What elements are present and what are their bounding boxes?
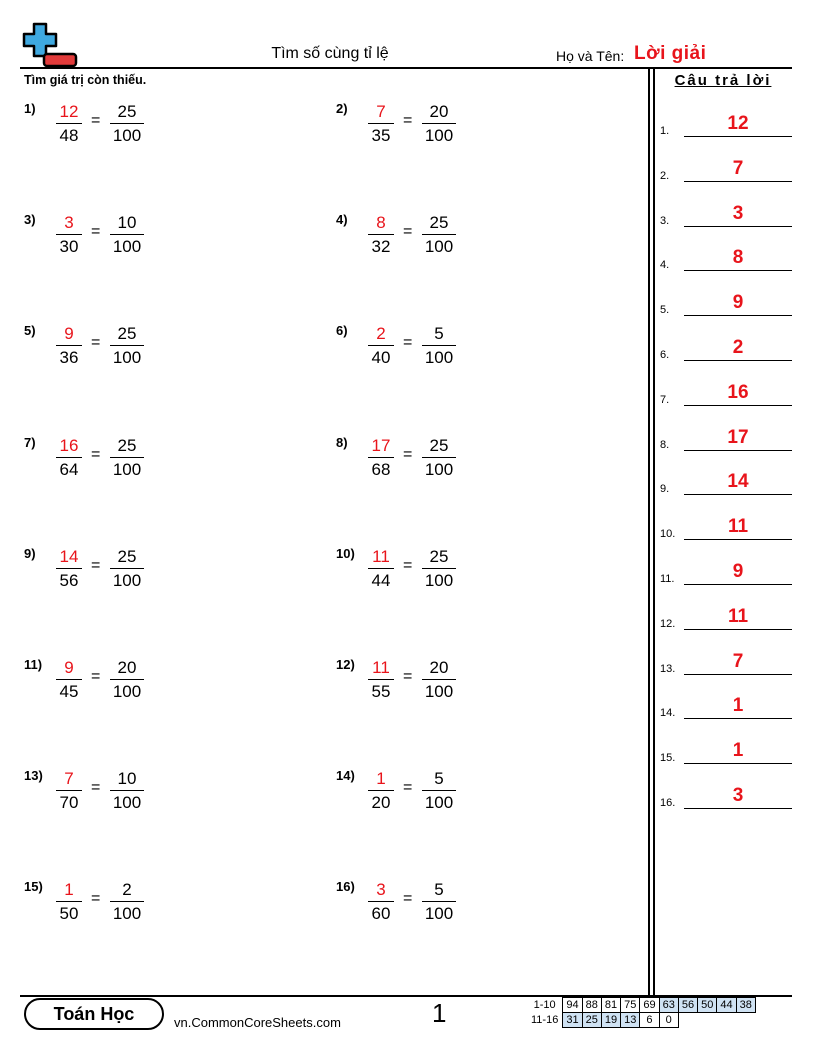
fraction-bar xyxy=(110,234,144,235)
brand-badge: Toán Học xyxy=(24,998,164,1030)
answer-column-divider-inner xyxy=(653,67,655,997)
answer-row xyxy=(660,467,792,497)
problem-14 xyxy=(336,768,476,828)
score-cell: 44 xyxy=(717,998,736,1013)
problem-13 xyxy=(24,768,164,828)
answer-row xyxy=(660,199,792,229)
denominator: 56 xyxy=(59,570,79,590)
answer-line xyxy=(684,136,792,137)
header-divider xyxy=(20,67,792,69)
answer-number: 8. xyxy=(660,438,670,451)
answer-numerator: 7 xyxy=(376,102,386,121)
numerator: 2 xyxy=(122,880,132,900)
answer-value: 9 xyxy=(732,561,744,582)
given-fraction xyxy=(110,101,144,146)
answer-numerator: 3 xyxy=(376,880,386,900)
given-fraction xyxy=(422,101,456,146)
denominator: 100 xyxy=(424,904,454,924)
equals-sign: = xyxy=(403,556,413,574)
given-fraction xyxy=(422,768,456,813)
answer-number: 3. xyxy=(660,214,670,227)
denominator: 68 xyxy=(371,459,391,479)
answer-line xyxy=(684,718,792,719)
answer-row xyxy=(660,333,792,363)
fraction-bar xyxy=(368,123,394,124)
denominator: 60 xyxy=(371,904,391,924)
given-fraction xyxy=(110,212,144,257)
score-cell: 69 xyxy=(640,998,659,1013)
problem-number: 13) xyxy=(24,768,43,784)
numerator: 25 xyxy=(429,546,449,566)
equals-sign: = xyxy=(91,445,101,463)
problem-11 xyxy=(24,657,164,717)
denominator: 100 xyxy=(424,570,454,590)
answer-line xyxy=(684,808,792,809)
numerator: 25 xyxy=(117,324,137,344)
numerator: 25 xyxy=(429,435,449,455)
answer-number: 15. xyxy=(660,752,676,765)
equals-sign: = xyxy=(403,668,413,685)
denominator: 100 xyxy=(424,459,454,479)
answer-row xyxy=(660,691,792,721)
given-fraction xyxy=(110,879,144,924)
given-fraction xyxy=(422,323,456,368)
numerator: 10 xyxy=(117,213,137,233)
site-url: vn.CommonCoreSheets.com xyxy=(174,1015,341,1030)
score-cell: 13 xyxy=(621,1013,640,1028)
numerator: 5 xyxy=(434,324,444,344)
problem-number: 14) xyxy=(336,768,355,784)
problem-number: 1) xyxy=(24,101,36,116)
given-fraction xyxy=(110,768,144,813)
answer-line xyxy=(684,450,792,451)
score-row xyxy=(528,1013,755,1028)
numerator: 25 xyxy=(117,102,137,121)
numerator: 25 xyxy=(117,546,137,566)
answer-number: 4. xyxy=(660,259,670,272)
answer-number: 12. xyxy=(660,617,676,630)
fraction-bar xyxy=(56,234,82,235)
instructions: Tìm giá trị còn thiếu. xyxy=(24,73,147,87)
answer-value: 3 xyxy=(732,785,744,806)
unknown-fraction xyxy=(368,546,394,591)
score-cell: 38 xyxy=(736,998,755,1013)
fraction-bar xyxy=(110,123,144,124)
problem-number: 10) xyxy=(336,545,355,561)
answer-row xyxy=(660,154,792,184)
answer-column-divider xyxy=(648,67,650,997)
fraction-bar xyxy=(422,901,456,902)
unknown-fraction xyxy=(368,212,394,257)
answer-numerator: 7 xyxy=(64,769,74,789)
name-label: Họ và Tên: xyxy=(556,48,625,64)
score-cell: 25 xyxy=(582,1013,601,1028)
problem-1 xyxy=(24,101,164,161)
denominator: 100 xyxy=(112,904,142,924)
score-cell: 81 xyxy=(601,998,620,1013)
fraction-bar xyxy=(422,568,456,569)
given-fraction xyxy=(422,879,456,924)
problem-number: 5) xyxy=(24,323,36,339)
unknown-fraction xyxy=(56,546,82,591)
fraction-bar xyxy=(56,568,82,569)
problem-15 xyxy=(24,879,164,939)
problem-number: 16) xyxy=(336,879,355,895)
denominator: 45 xyxy=(59,682,79,701)
denominator: 55 xyxy=(371,682,391,701)
denominator: 100 xyxy=(424,126,454,145)
answer-line xyxy=(684,629,792,630)
denominator: 20 xyxy=(371,793,391,813)
fraction-bar xyxy=(56,457,82,458)
given-fraction xyxy=(110,323,144,368)
problem-number: 11) xyxy=(24,657,43,672)
problem-number: 2) xyxy=(336,101,348,116)
answer-line xyxy=(684,181,792,182)
answer-numerator: 1 xyxy=(64,880,74,900)
score-cell: 88 xyxy=(582,998,601,1013)
score-cell: 56 xyxy=(678,998,697,1013)
answer-value: 7 xyxy=(732,650,744,672)
problem-9 xyxy=(24,546,164,606)
answer-value: 12 xyxy=(727,113,749,134)
answer-value: 9 xyxy=(732,292,744,314)
numerator: 10 xyxy=(117,769,137,789)
denominator: 100 xyxy=(424,237,454,257)
denominator: 48 xyxy=(59,126,79,145)
fraction-bar xyxy=(368,568,394,569)
numerator: 25 xyxy=(117,435,137,455)
fraction-bar xyxy=(56,679,82,680)
fraction-bar xyxy=(368,790,394,791)
score-cell: 31 xyxy=(563,1013,582,1028)
answer-number: 16. xyxy=(660,797,676,809)
fraction-bar xyxy=(422,234,456,235)
answer-value: 17 xyxy=(727,426,749,448)
page-number: 1 xyxy=(432,998,447,1028)
answer-line xyxy=(684,360,792,361)
numerator: 5 xyxy=(434,880,444,900)
answer-row xyxy=(660,736,792,766)
answer-number: 5. xyxy=(660,304,670,317)
answer-numerator: 3 xyxy=(64,213,74,233)
answer-row xyxy=(660,781,792,811)
denominator: 100 xyxy=(112,126,142,145)
problem-10 xyxy=(336,546,476,606)
answer-row xyxy=(660,109,792,139)
problem-5 xyxy=(24,323,164,383)
answer-row xyxy=(660,557,792,587)
numerator: 20 xyxy=(117,658,137,677)
worksheet-title: Tìm số cùng tỉ lệ xyxy=(271,45,389,62)
unknown-fraction xyxy=(56,879,82,924)
unknown-fraction xyxy=(56,101,82,146)
fraction-bar xyxy=(368,457,394,458)
equals-sign: = xyxy=(91,223,101,241)
denominator: 50 xyxy=(59,904,79,924)
answer-numerator: 9 xyxy=(64,658,74,677)
denominator: 40 xyxy=(371,348,391,368)
answer-numerator: 11 xyxy=(372,658,390,677)
fraction-bar xyxy=(56,345,82,346)
given-fraction xyxy=(110,435,144,480)
answer-number: 1. xyxy=(660,125,670,137)
unknown-fraction xyxy=(368,435,394,480)
answer-row xyxy=(660,288,792,318)
answer-number: 2. xyxy=(660,169,670,182)
answer-value: 2 xyxy=(732,337,744,358)
unknown-fraction xyxy=(368,657,394,702)
answer-number: 10. xyxy=(660,528,676,541)
problem-6 xyxy=(336,323,476,383)
score-row-label: 11-16 xyxy=(531,1014,559,1026)
equals-sign: = xyxy=(91,890,101,908)
answer-value: 14 xyxy=(727,471,749,493)
answer-value: 1 xyxy=(732,695,744,717)
equals-sign: = xyxy=(91,334,101,352)
equals-sign: = xyxy=(403,223,413,241)
answer-numerator: 17 xyxy=(371,435,391,455)
answer-line xyxy=(684,674,792,675)
unknown-fraction xyxy=(368,768,394,813)
answer-numerator: 9 xyxy=(64,324,74,344)
problem-3 xyxy=(24,212,164,272)
fraction-bar xyxy=(368,234,394,235)
fraction-bar xyxy=(56,790,82,791)
fraction-bar xyxy=(422,345,456,346)
answer-row xyxy=(660,512,792,542)
denominator: 70 xyxy=(59,793,79,813)
unknown-fraction xyxy=(56,435,82,480)
answers-heading: Câu trả lời xyxy=(674,72,772,89)
given-fraction xyxy=(110,657,144,702)
problem-number: 4) xyxy=(336,212,348,228)
answer-line xyxy=(684,315,792,316)
denominator: 100 xyxy=(112,459,142,479)
answer-line xyxy=(684,226,792,227)
answer-number: 7. xyxy=(660,393,670,406)
answer-numerator: 16 xyxy=(59,435,79,455)
problem-7 xyxy=(24,435,164,495)
answer-value: 1 xyxy=(732,740,744,762)
fraction-bar xyxy=(368,345,394,346)
score-cell: 0 xyxy=(659,1013,678,1028)
problem-number: 7) xyxy=(24,434,36,450)
denominator: 100 xyxy=(112,682,142,701)
score-cell: 63 xyxy=(659,998,678,1013)
numerator: 25 xyxy=(429,213,449,233)
answer-number: 14. xyxy=(660,707,676,720)
answer-numerator: 11 xyxy=(372,546,390,566)
given-fraction xyxy=(422,546,456,591)
equals-sign: = xyxy=(403,779,413,797)
answer-value: 11 xyxy=(727,516,749,538)
answer-row xyxy=(660,602,792,632)
answer-line xyxy=(684,584,792,585)
problem-number: 6) xyxy=(336,323,348,339)
answer-numerator: 1 xyxy=(376,769,386,789)
problem-2 xyxy=(336,101,476,161)
equals-sign: = xyxy=(91,556,101,574)
unknown-fraction xyxy=(56,768,82,813)
answer-value: 16 xyxy=(727,381,749,403)
answer-line xyxy=(684,494,792,495)
answer-value: 3 xyxy=(732,202,744,224)
denominator: 44 xyxy=(371,570,391,590)
denominator: 100 xyxy=(424,793,454,813)
problem-number: 12) xyxy=(336,657,355,672)
answer-row xyxy=(660,378,792,408)
fraction-bar xyxy=(110,679,144,680)
fraction-bar xyxy=(110,901,144,902)
equals-sign: = xyxy=(403,445,413,463)
equals-sign: = xyxy=(403,334,413,352)
fraction-bar xyxy=(422,457,456,458)
given-fraction xyxy=(422,212,456,257)
answer-row xyxy=(660,647,792,677)
denominator: 30 xyxy=(59,237,79,257)
problem-number: 9) xyxy=(24,545,36,561)
numerator: 20 xyxy=(429,102,449,121)
score-cell: 94 xyxy=(563,998,582,1013)
denominator: 64 xyxy=(59,459,79,479)
answer-line xyxy=(684,763,792,764)
answer-number: 9. xyxy=(660,483,670,496)
denominator: 32 xyxy=(371,237,391,257)
name-value: Lời giải xyxy=(634,43,707,64)
score-row xyxy=(528,998,755,1013)
given-fraction xyxy=(422,657,456,702)
equals-sign: = xyxy=(91,112,101,129)
unknown-fraction xyxy=(368,101,394,146)
problem-8 xyxy=(336,435,476,495)
answer-value: 7 xyxy=(732,157,744,179)
unknown-fraction xyxy=(56,323,82,368)
answer-value: 8 xyxy=(732,247,744,269)
fraction-bar xyxy=(368,901,394,902)
fraction-bar xyxy=(422,123,456,124)
problem-number: 15) xyxy=(24,879,43,895)
equals-sign: = xyxy=(91,668,101,685)
unknown-fraction xyxy=(368,323,394,368)
fraction-bar xyxy=(56,901,82,902)
score-cell: 50 xyxy=(698,998,717,1013)
answer-row xyxy=(660,423,792,453)
score-cell: 6 xyxy=(640,1013,659,1028)
answer-value: 11 xyxy=(727,605,749,627)
denominator: 35 xyxy=(371,126,391,145)
fraction-bar xyxy=(110,568,144,569)
denominator: 100 xyxy=(112,348,142,368)
unknown-fraction xyxy=(56,212,82,257)
equals-sign: = xyxy=(91,779,101,797)
fraction-bar xyxy=(368,679,394,680)
fraction-bar xyxy=(56,123,82,124)
score-cell: 19 xyxy=(601,1013,620,1028)
unknown-fraction xyxy=(368,879,394,924)
fraction-bar xyxy=(110,345,144,346)
numerator: 5 xyxy=(434,769,444,789)
answer-numerator: 2 xyxy=(376,324,386,344)
problem-4 xyxy=(336,212,476,272)
denominator: 36 xyxy=(59,348,79,368)
answer-numerator: 14 xyxy=(59,546,79,566)
answer-number: 11. xyxy=(660,573,675,585)
score-row-label: 1-10 xyxy=(533,999,556,1011)
problem-12 xyxy=(336,657,476,717)
denominator: 100 xyxy=(112,237,142,257)
numerator: 20 xyxy=(429,658,449,677)
denominator: 100 xyxy=(112,570,142,590)
fraction-bar xyxy=(110,457,144,458)
answer-number: 6. xyxy=(660,349,670,361)
answer-line xyxy=(684,405,792,406)
problem-number: 8) xyxy=(336,434,348,450)
answer-numerator: 8 xyxy=(376,213,386,233)
fraction-bar xyxy=(422,679,456,680)
denominator: 100 xyxy=(424,348,454,368)
given-fraction xyxy=(422,435,456,480)
problem-number: 3) xyxy=(24,212,36,228)
problem-16 xyxy=(336,879,476,939)
equals-sign: = xyxy=(403,112,413,129)
equals-sign: = xyxy=(403,890,413,908)
answer-line xyxy=(684,539,792,540)
denominator: 100 xyxy=(424,682,454,701)
answer-number: 13. xyxy=(660,662,676,675)
unknown-fraction xyxy=(56,657,82,702)
given-fraction xyxy=(110,546,144,591)
denominator: 100 xyxy=(112,793,142,813)
answer-numerator: 12 xyxy=(59,102,79,121)
answer-row xyxy=(660,243,792,273)
answer-line xyxy=(684,270,792,271)
fraction-bar xyxy=(422,790,456,791)
fraction-bar xyxy=(110,790,144,791)
score-cell: 75 xyxy=(621,998,640,1013)
score-table xyxy=(528,997,756,1028)
